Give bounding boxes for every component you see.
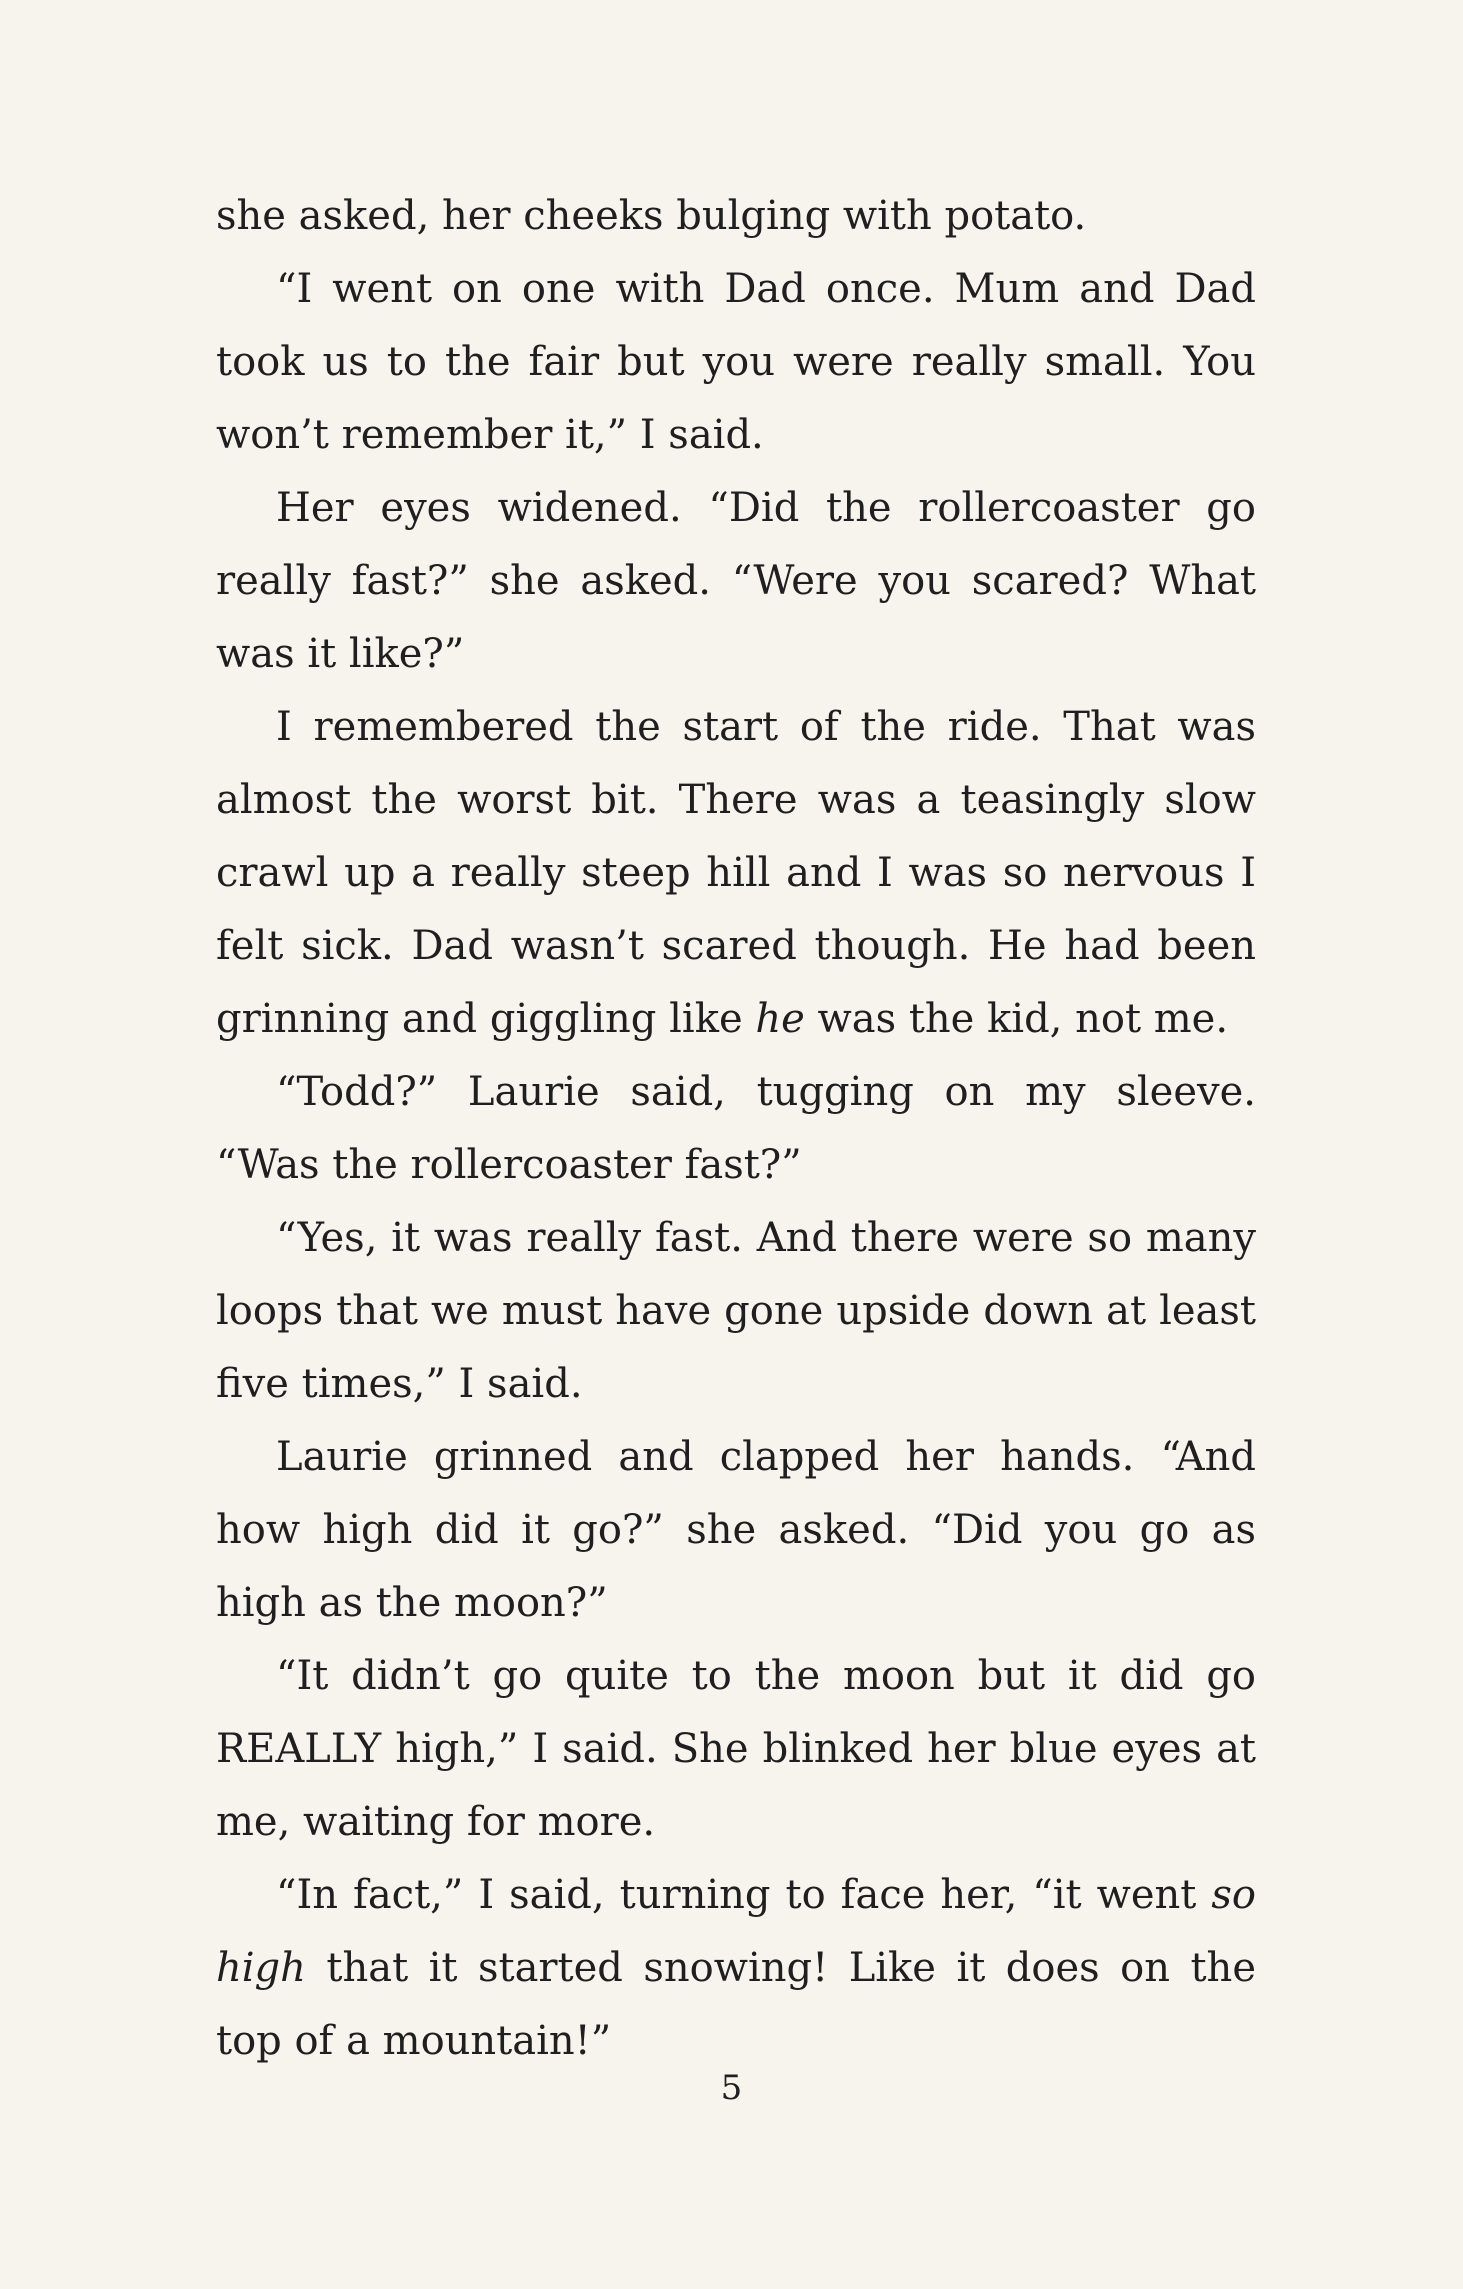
page-number: 5 <box>720 2068 743 2108</box>
paragraph: “Todd?” Laurie said, tugging on my sleeve. “Was the rollercoaster fast?” <box>216 1069 1256 1188</box>
paragraph: “I went on one with Dad once. Mum and Dad took us to the fair but you were really small. You won’t remember it,” I said. <box>216 266 1256 458</box>
italic-emphasis: he <box>755 996 805 1042</box>
paragraph: Laurie grinned and clapped her hands. “And how high did it go?” she asked. “Did you go as high as the moon?” <box>216 1434 1256 1626</box>
paragraph: I remembered the start of the ride. That was almost the worst bit. There was a teasingly slow crawl up a really steep hill and I was so nervous I felt sick. Dad wasn’t scared though. He had been grinning and giggling like he was the kid, not me. <box>216 704 1256 1042</box>
paragraph: “Yes, it was really fast. And there were so many loops that we must have gone upside down at least five times,” I said. <box>216 1215 1256 1407</box>
paragraph: she asked, her cheeks bulging with potato. <box>216 193 1087 239</box>
body-text <box>216 180 1256 2078</box>
paragraph: Her eyes widened. “Did the rollercoaster go really fast?” she asked. “Were you scared? What was it like?” <box>216 485 1256 677</box>
italic-emphasis: so high <box>216 1872 1256 1991</box>
paragraph: “It didn’t go quite to the moon but it did go REALLY high,” I said. She blinked her blue eyes at me, waiting for more. <box>216 1653 1256 1845</box>
paragraph: “In fact,” I said, turning to face her, “it went so high that it started snowing! Like it does on the top of a mountain!” <box>216 1872 1256 2064</box>
